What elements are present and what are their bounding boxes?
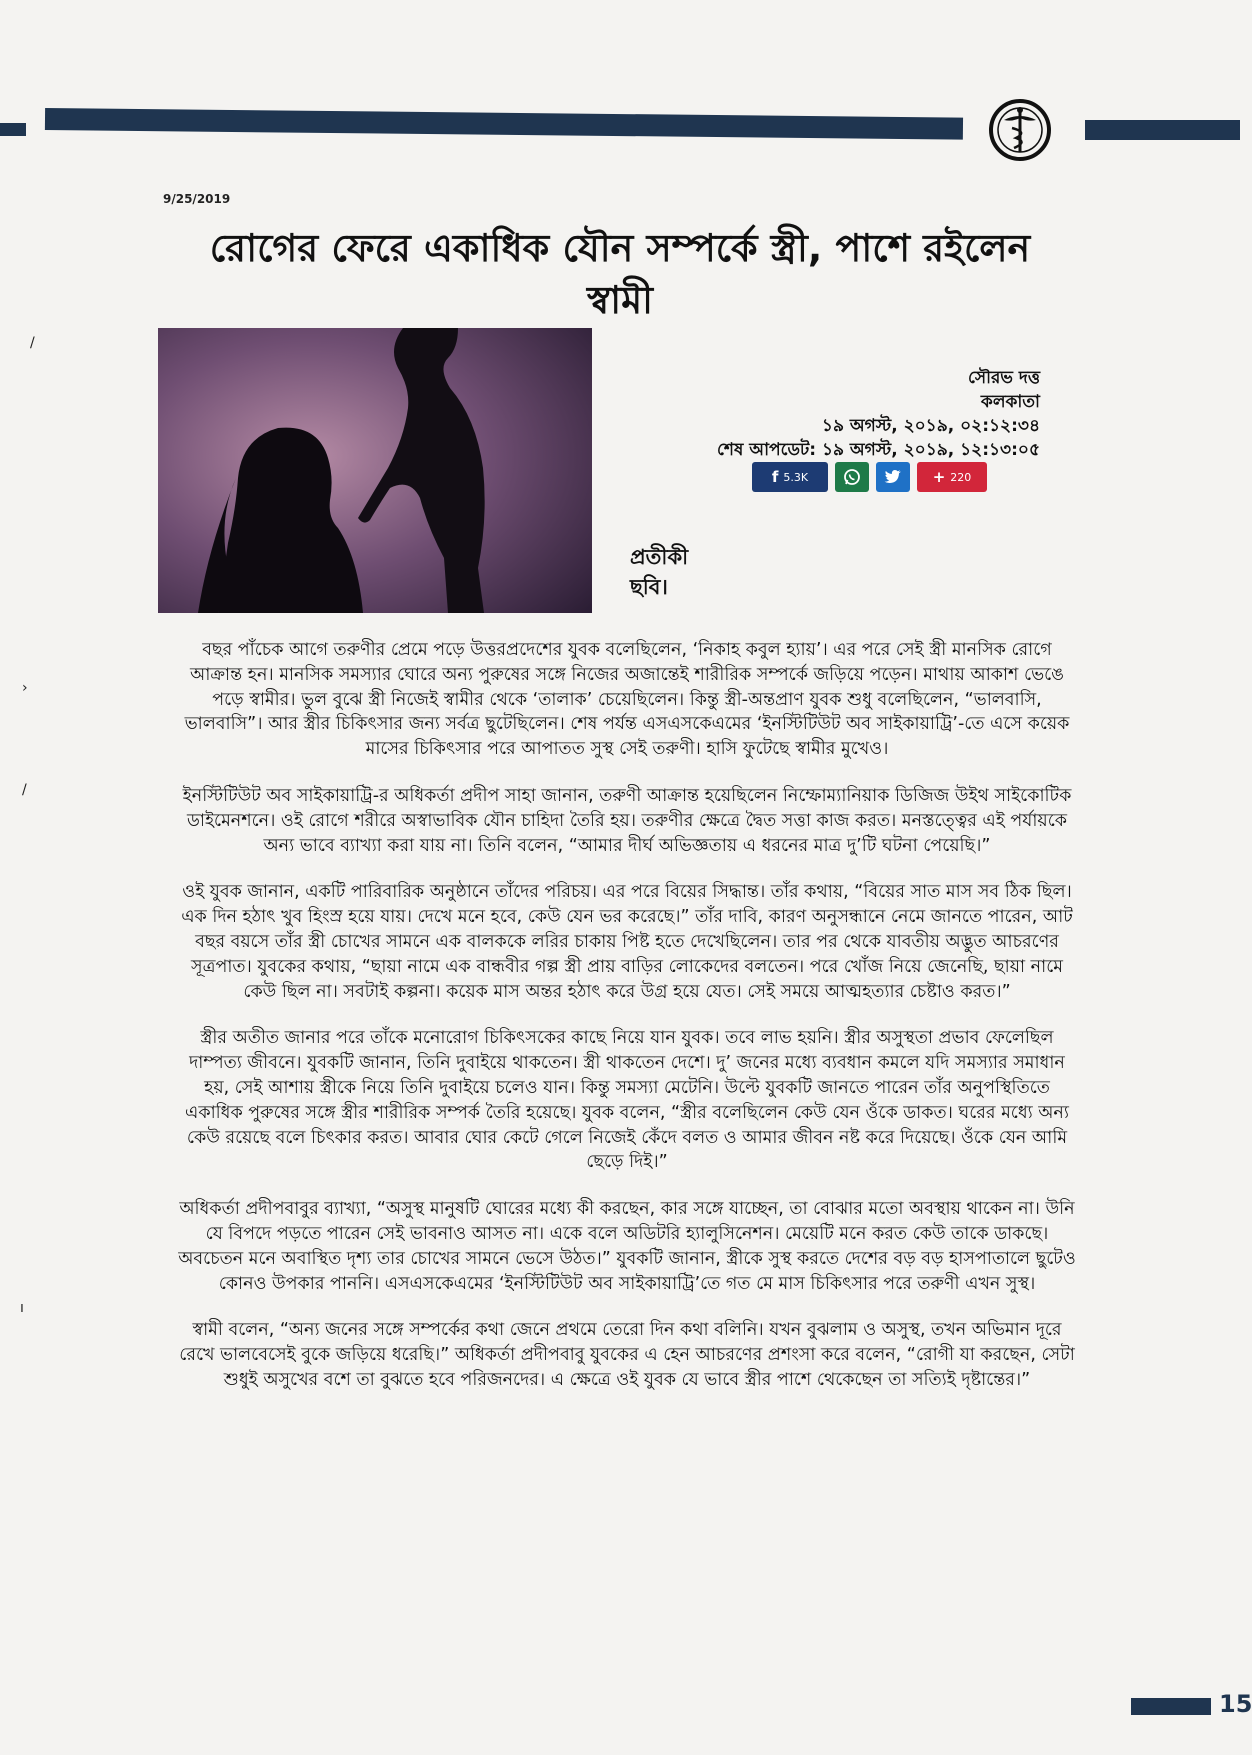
article-title: রোগের ফেরে একাধিক যৌন সম্পর্কে স্ত্রী, পাশে রইলেন স্বামী (209, 226, 1031, 322)
published-time: ১৯ অগস্ট, ২০১৯, ০২:১২:৩৪ (821, 416, 1040, 436)
article-paragraph: ইনস্টিটিউট অব সাইকায়াট্রি-র অধিকর্তা প্রদীপ সাহা জানান, তরুণী আক্রান্ত হয়েছিলেন নিম্ফোম্যানিয়াক ডিজিজ উইথ সাইকোটিক ডাইমেনশনে। ওই রোগে শরীরে অস্বাভাবিক যৌন চাহিদা তৈরি হয়। তরুণীর ক্ষেত্রে দ্বৈত সত্তা কাজ করত। মনস্তত্ত্বের এই পর্যায়কে অন্য ভাবে ব্যাখ্যা করা যায় না। তিনি বলেন, “আমার দীর্ঘ অভিজ্ঞতায় এ ধরনের মাত্র দু’টি ঘটনা পেয়েছি।” (182, 785, 1072, 856)
header-rule-left (0, 123, 26, 136)
twitter-icon (884, 469, 902, 485)
print-date: 9/25/2019 (163, 192, 231, 206)
article-paragraph: স্ত্রীর অতীত জানার পরে তাঁকে মনোরোগ চিকিৎসকের কাছে নিয়ে যান যুবক। তবে লাভ হয়নি। স্ত্রীর অসুস্থতা প্রভাব ফেলেছিল দাম্পত্য জীবনে। যুবকটি জানান, তিনি দুবাইয়ে থাকতেন। স্ত্রী থাকতেন দেশে। দু’ জনের মধ্যে ব্যবধান কমলে যদি সমস্যার সমাধান হয়, সেই আশায় স্ত্রীকে নিয়ে তিনি দুবাইয়ে চলেও যান। কিন্তু সমস্যা মেটেনি। উল্টে যুবকটি জানতে পারেন তাঁর অনুপস্থিতিতে একাধিক পুরুষের সঙ্গে স্ত্রীর শারীরিক সম্পর্ক তৈরি হয়েছে। যুবক বলেন, “স্ত্রীর বলেছিলেন কেউ যেন ওঁকে ডাকত। ঘরের মধ্যে অন্য কেউ রয়েছে বলে চিৎকার করত। আবার ঘোর কেটে গেলে নিজেই কেঁদে বলত ও আমার জীবন নষ্ট করে দিয়েছে। ওঁকে যেন আমি ছেড়ে দিই।” (185, 1028, 1069, 1173)
image-caption: প্রতীকী ছবি। (630, 545, 689, 599)
facebook-icon: f (771, 468, 779, 486)
footer-rule (1131, 1698, 1211, 1715)
caduceus-emblem-icon (988, 98, 1052, 162)
article-paragraph: স্বামী বলেন, “অন্য জনের সঙ্গে সম্পর্কের কথা জেনে প্রথমে তেরো দিন কথা বলিনি। যখন বুঝলাম ও অসুস্থ, তখন অভিমান দূরে রেখে ভালবেসেই বুকে জড়িয়ে ধরেছি।” অধিকর্তা প্রদীপবাবু যুবকের এ হেন আচরণের প্রশংসা করে বলেন, “রোগী যা করছেন, সেটা শুধুই অসুখের বশে তা বুঝতে হবে পরিজনদের। এ ক্ষেত্রে ওই যুবক যে ভাবে স্ত্রীর পাশে থেকেছেন তা সত্যিই দৃষ্টান্তের।” (179, 1320, 1075, 1390)
plus-icon: + (932, 468, 946, 486)
article-paragraph: বছর পাঁচেক আগে তরুণীর প্রেমে পড়ে উত্তরপ্রদেশের যুবক বলেছিলেন, ‘নিকাহ কবুল হ্যায়’। এর পরে সেই স্ত্রী মানসিক রোগে আক্রান্ত হন। মানসিক সমস্যার ঘোরে অন্য পুরুষের সঙ্গে নিজের অজান্তেই শারীরিক সম্পর্কে জড়িয়ে পড়েন। মাথায় আকাশ ভেঙে পড়ে স্বামীর। ভুল বুঝে স্ত্রী নিজেই স্বামীর থেকে ‘তালাক’ চেয়েছিলেন। কিন্তু স্ত্রী-অন্তপ্রাণ যুবক শুধু বলেছিলেন, “ভালবাসি, ভালবাসি”। আর স্ত্রীর চিকিৎসার জন্য সর্বত্র ছুটেছিলেন। শেষ পর্যন্ত এসএসকেএমের ‘ইনস্টিটিউট অব সাইকায়াট্রি’-তে এসে কয়েক মাসের চিকিৎসার পরে আপাতত সুস্থ সেই তরুণী। হাসি ফুটেছে স্বামীর মুখেও। (184, 640, 1070, 760)
article-body (178, 638, 1076, 1415)
header-rule (45, 108, 963, 140)
article-photo (158, 328, 592, 613)
dateline-location: কলকাতা (980, 392, 1040, 412)
margin-mark: ı (20, 1300, 24, 1316)
more-share-count: 220 (950, 470, 972, 484)
updated-time: শেষ আপডেট: ১৯ অগস্ট, ২০১৯, ১২:১৩:০৫ (717, 440, 1040, 460)
author-name[interactable]: সৌরভ দত্ত (967, 368, 1040, 388)
header-rule-right (1085, 120, 1240, 140)
article-paragraph: অধিকর্তা প্রদীপবাবুর ব্যাখ্যা, “অসুস্থ মানুষটি ঘোরের মধ্যে কী করছেন, কার সঙ্গে যাচ্ছেন, তা বোঝার মতো অবস্থায় থাকেন না। উনি যে বিপদে পড়তে পারেন সেই ভাবনাও আসত না। একে বলে অডিটরি হ্যালুসিনেশন। মেয়েটি মনে করত কেউ তাকে ডাকছে। অবচেতন মনে অবাস্থিত দৃশ্য তার চোখের সামনে ভেসে উঠত।” যুবকটি জানান, স্ত্রীকে সুস্থ করতে দেশের বড় বড় হাসপাতালে ছুটেও কোনও উপকার পাননি। এসএসকেএমের ‘ইনস্টিটিউট অব সাইকায়াট্রি’তে গত মে মাস চিকিৎসার পরে তরুণী এখন সুস্থ। (178, 1199, 1076, 1294)
facebook-share-count: 5.3K (783, 470, 809, 484)
whatsapp-share-button[interactable] (835, 462, 869, 492)
more-share-button[interactable] (917, 462, 987, 492)
whatsapp-icon (843, 468, 861, 486)
margin-mark: / (30, 335, 35, 351)
margin-mark: / (22, 782, 27, 798)
article-paragraph: ওই যুবক জানান, একটি পারিবারিক অনুষ্ঠানে তাঁদের পরিচয়। এর পরে বিয়ের সিদ্ধান্ত। তাঁর কথায়, “বিয়ের সাত মাস সব ঠিক ছিল। এক দিন হঠাৎ খুব হিংস্র হয়ে যায়। দেখে মনে হবে, কেউ যেন ভর করেছে।” তাঁর দাবি, কারণ অনুসন্ধানে নেমে জানতে পারেন, আট বছর বয়সে তাঁর স্ত্রী চোখের সামনে এক বালককে লরির চাকায় পিষ্ট হতে দেখেছিলেন। তার পর থেকে যাবতীয় অদ্ভুত আচরণের সূত্রপাত। যুবকের কথায়, “ছায়া নামে এক বান্ধবীর গল্প স্ত্রী প্রায় বাড়ির লোকেদের বলতেন। পরে খোঁজ নিয়ে জেনেছি, ছায়া নামে কেউ ছিল না। সবটাই কল্পনা। কয়েক মাস অন্তর হঠাৎ করে উগ্র হয়ে যেত। সেই সময়ে আত্মহত্যার চেষ্টাও করত।” (181, 882, 1073, 1002)
margin-mark: › (22, 680, 28, 696)
facebook-share-button[interactable] (752, 462, 828, 492)
share-bar (752, 462, 987, 492)
byline (660, 366, 1040, 462)
page-number: 15 (1219, 1690, 1252, 1718)
twitter-share-button[interactable] (876, 462, 910, 492)
